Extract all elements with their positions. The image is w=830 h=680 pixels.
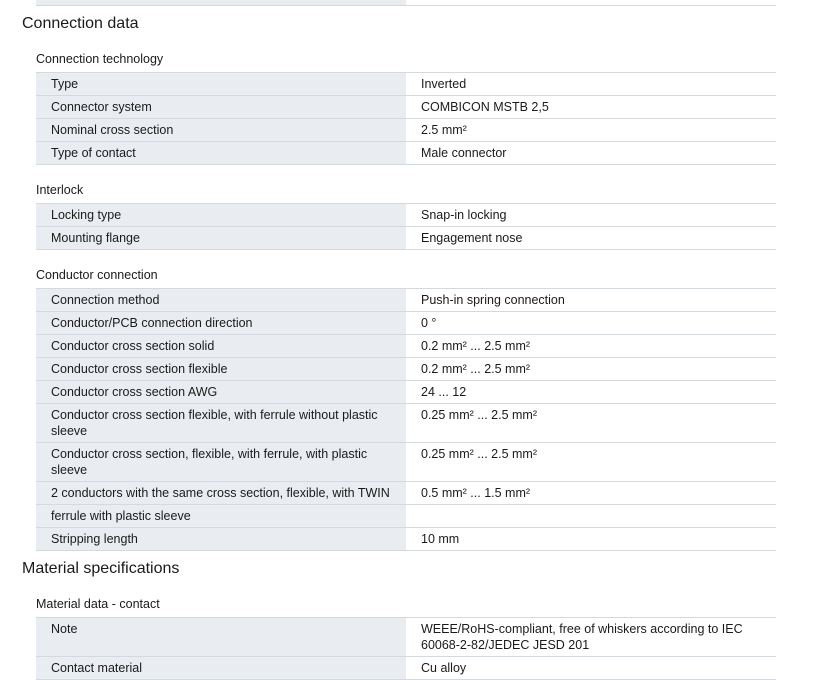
- spec-label: Connector system: [36, 96, 406, 119]
- spec-label: Connection method: [36, 289, 406, 312]
- section-connection-data: [0, 6, 830, 551]
- table-row: [36, 73, 776, 96]
- spec-table: [36, 203, 776, 250]
- spec-value: 2.5 mm²: [406, 119, 776, 142]
- section-title: Material specifications: [22, 560, 180, 577]
- spec-value: 24 ... 12: [406, 381, 776, 404]
- spec-label: Conductor cross section flexible, with ferrule without plastic sleeve: [36, 404, 406, 443]
- table-row: [36, 482, 776, 505]
- group-material-data-contact: [0, 589, 830, 680]
- spec-value: 0.2 mm² ... 2.5 mm²: [406, 335, 776, 358]
- table-row: [36, 528, 776, 551]
- spec-label: ferrule with plastic sleeve: [36, 505, 406, 528]
- group-title: Connection technology: [36, 52, 164, 66]
- spec-label: Contact material: [36, 657, 406, 680]
- group-title: Interlock: [36, 183, 84, 197]
- table-row: [36, 404, 776, 443]
- table-row: [36, 289, 776, 312]
- spec-value: Push-in spring connection: [406, 289, 776, 312]
- spec-label: Conductor cross section, flexible, with ferrule, with plastic sleeve: [36, 443, 406, 482]
- spec-label: Conductor/PCB connection direction: [36, 312, 406, 335]
- spec-value: Engagement nose: [406, 227, 776, 250]
- spec-label: Conductor cross section AWG: [36, 381, 406, 404]
- spec-value: Cu alloy: [406, 657, 776, 680]
- spec-value: 0.25 mm² ... 2.5 mm²: [406, 404, 776, 443]
- spec-value: Snap-in locking: [406, 204, 776, 227]
- spec-value: Male connector: [406, 142, 776, 165]
- table-row: [36, 96, 776, 119]
- table-row: [36, 618, 776, 657]
- table-row: [36, 119, 776, 142]
- spec-label: 2 conductors with the same cross section, flexible, with TWIN: [36, 482, 406, 505]
- spec-label: Mounting flange: [36, 227, 406, 250]
- spec-label: Stripping length: [36, 528, 406, 551]
- spec-value: WEEE/RoHS-compliant, free of whiskers according to IEC 60068-2-82/JEDEC JESD 201: [406, 618, 776, 657]
- section-title: Connection data: [22, 15, 139, 32]
- spec-value: Inverted: [406, 73, 776, 96]
- section-material-specifications: [0, 551, 830, 680]
- spec-label: Type: [36, 73, 406, 96]
- table-row: [36, 335, 776, 358]
- table-row: [36, 142, 776, 165]
- spec-value: [406, 505, 776, 528]
- table-row: [36, 381, 776, 404]
- spec-label: Note: [36, 618, 406, 657]
- group-title: Conductor connection: [36, 268, 158, 282]
- spec-label: Locking type: [36, 204, 406, 227]
- spec-value: 0 °: [406, 312, 776, 335]
- spec-label: Nominal cross section: [36, 119, 406, 142]
- table-row: [36, 204, 776, 227]
- spec-label: Type of contact: [36, 142, 406, 165]
- group-interlock: [0, 175, 830, 250]
- spec-table: [36, 617, 776, 680]
- spec-value: 0.2 mm² ... 2.5 mm²: [406, 358, 776, 381]
- group-conductor-connection: [0, 260, 830, 551]
- spec-value: COMBICON MSTB 2,5: [406, 96, 776, 119]
- spec-label: Conductor cross section flexible: [36, 358, 406, 381]
- spec-value: 0.5 mm² ... 1.5 mm²: [406, 482, 776, 505]
- table-row: [36, 312, 776, 335]
- spec-label: Conductor cross section solid: [36, 335, 406, 358]
- group-title: Material data - contact: [36, 597, 160, 611]
- previous-table-end: [36, 0, 776, 6]
- table-row: [36, 657, 776, 680]
- spec-value: 10 mm: [406, 528, 776, 551]
- group-connection-technology: [0, 44, 830, 165]
- spec-table: [36, 288, 776, 551]
- table-row: [36, 227, 776, 250]
- spec-value: 0.25 mm² ... 2.5 mm²: [406, 443, 776, 482]
- divider: [36, 5, 776, 6]
- table-row: [36, 505, 776, 528]
- table-row: [36, 443, 776, 482]
- table-row: [36, 358, 776, 381]
- spec-table: [36, 72, 776, 165]
